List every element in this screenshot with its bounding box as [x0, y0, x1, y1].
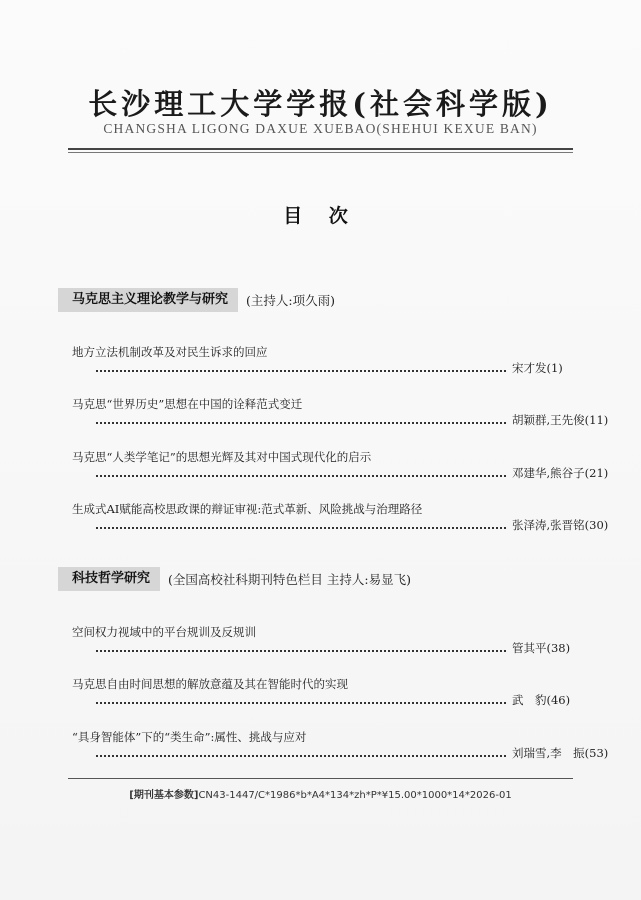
- toc-entry[interactable]: [0, 676, 641, 716]
- page-number: (30): [584, 518, 609, 532]
- page-number: (46): [546, 693, 571, 707]
- entry-leader: [96, 640, 570, 656]
- journal-subtitle: CHANGSHA LIGONG DAXUE XUEBAO(SHEHUI KEXUE BAN): [103, 121, 538, 136]
- section-host-note: (主持人:项久雨): [246, 293, 335, 308]
- toc-entry[interactable]: [0, 501, 641, 541]
- page-number: (21): [584, 466, 609, 480]
- journal-parameters: [0, 786, 641, 801]
- article-title[interactable]: 马克思自由时间思想的解放意蕴及其在智能时代的实现: [72, 677, 348, 691]
- entry-leader: [96, 412, 608, 428]
- journal-title: 长沙理工大学学报(社会科学版): [88, 87, 553, 121]
- parameters-value: CN43-1447/C*1986*b*A4*134*zh*P*¥15.00*1000*14*2026-01: [198, 790, 512, 801]
- toc-entry[interactable]: [0, 624, 641, 664]
- article-authors: 邓建华,熊谷子: [512, 466, 585, 480]
- article-authors: 武 豹: [512, 693, 547, 707]
- header-rule-thin: [68, 152, 573, 153]
- entry-leader: [96, 745, 608, 761]
- page-number: (38): [546, 641, 571, 655]
- article-title[interactable]: “具身智能体”下的“类生命”:属性、挑战与应对: [72, 730, 307, 744]
- section-title: 马克思主义理论教学与研究: [58, 288, 238, 312]
- toc-heading: 目 次: [283, 205, 358, 227]
- section-header-marxism: [58, 288, 335, 312]
- toc-entry[interactable]: [0, 729, 641, 769]
- dot-leader: [96, 369, 506, 372]
- entry-leader: [96, 465, 608, 481]
- dot-leader: [96, 701, 506, 704]
- page-number: (1): [546, 361, 563, 375]
- entry-leader: [96, 692, 570, 708]
- page-number: (53): [584, 746, 609, 760]
- dot-leader: [96, 754, 506, 757]
- article-title[interactable]: 生成式AI赋能高校思政课的辩证审视:范式革新、风险挑战与治理路径: [72, 502, 423, 516]
- dot-leader: [96, 649, 506, 652]
- section-header-philosophy-of-technology: [58, 567, 411, 591]
- article-title[interactable]: 地方立法机制改革及对民生诉求的回应: [72, 345, 268, 359]
- article-authors: 刘瑞雪,李 振: [512, 746, 585, 760]
- header-rule-thick: [68, 148, 573, 150]
- article-authors: 宋才发: [512, 361, 547, 375]
- dot-leader: [96, 421, 506, 424]
- section-host-note: (全国高校社科期刊特色栏目 主持人:易显飞): [168, 572, 411, 587]
- toc-entry[interactable]: [0, 344, 641, 384]
- dot-leader: [96, 474, 506, 477]
- article-authors: 管其平: [512, 641, 547, 655]
- article-title[interactable]: 马克思“人类学笔记”的思想光辉及其对中国式现代化的启示: [72, 450, 372, 464]
- article-title[interactable]: 空间权力视域中的平台规训及反规训: [72, 625, 256, 639]
- section-title: 科技哲学研究: [58, 567, 160, 591]
- toc-entry[interactable]: [0, 449, 641, 489]
- article-title[interactable]: 马克思“世界历史”思想在中国的诠释范式变迁: [72, 397, 303, 411]
- toc-entry[interactable]: [0, 396, 641, 436]
- entry-leader: [96, 360, 563, 376]
- footer-rule: [68, 778, 573, 779]
- dot-leader: [96, 526, 506, 529]
- parameters-label: [期刊基本参数]: [129, 790, 199, 801]
- entry-leader: [96, 517, 608, 533]
- article-authors: 张泽涛,张晋铭: [512, 518, 585, 532]
- article-authors: 胡颖群,王先俊: [512, 413, 585, 427]
- page-number: (11): [584, 413, 609, 427]
